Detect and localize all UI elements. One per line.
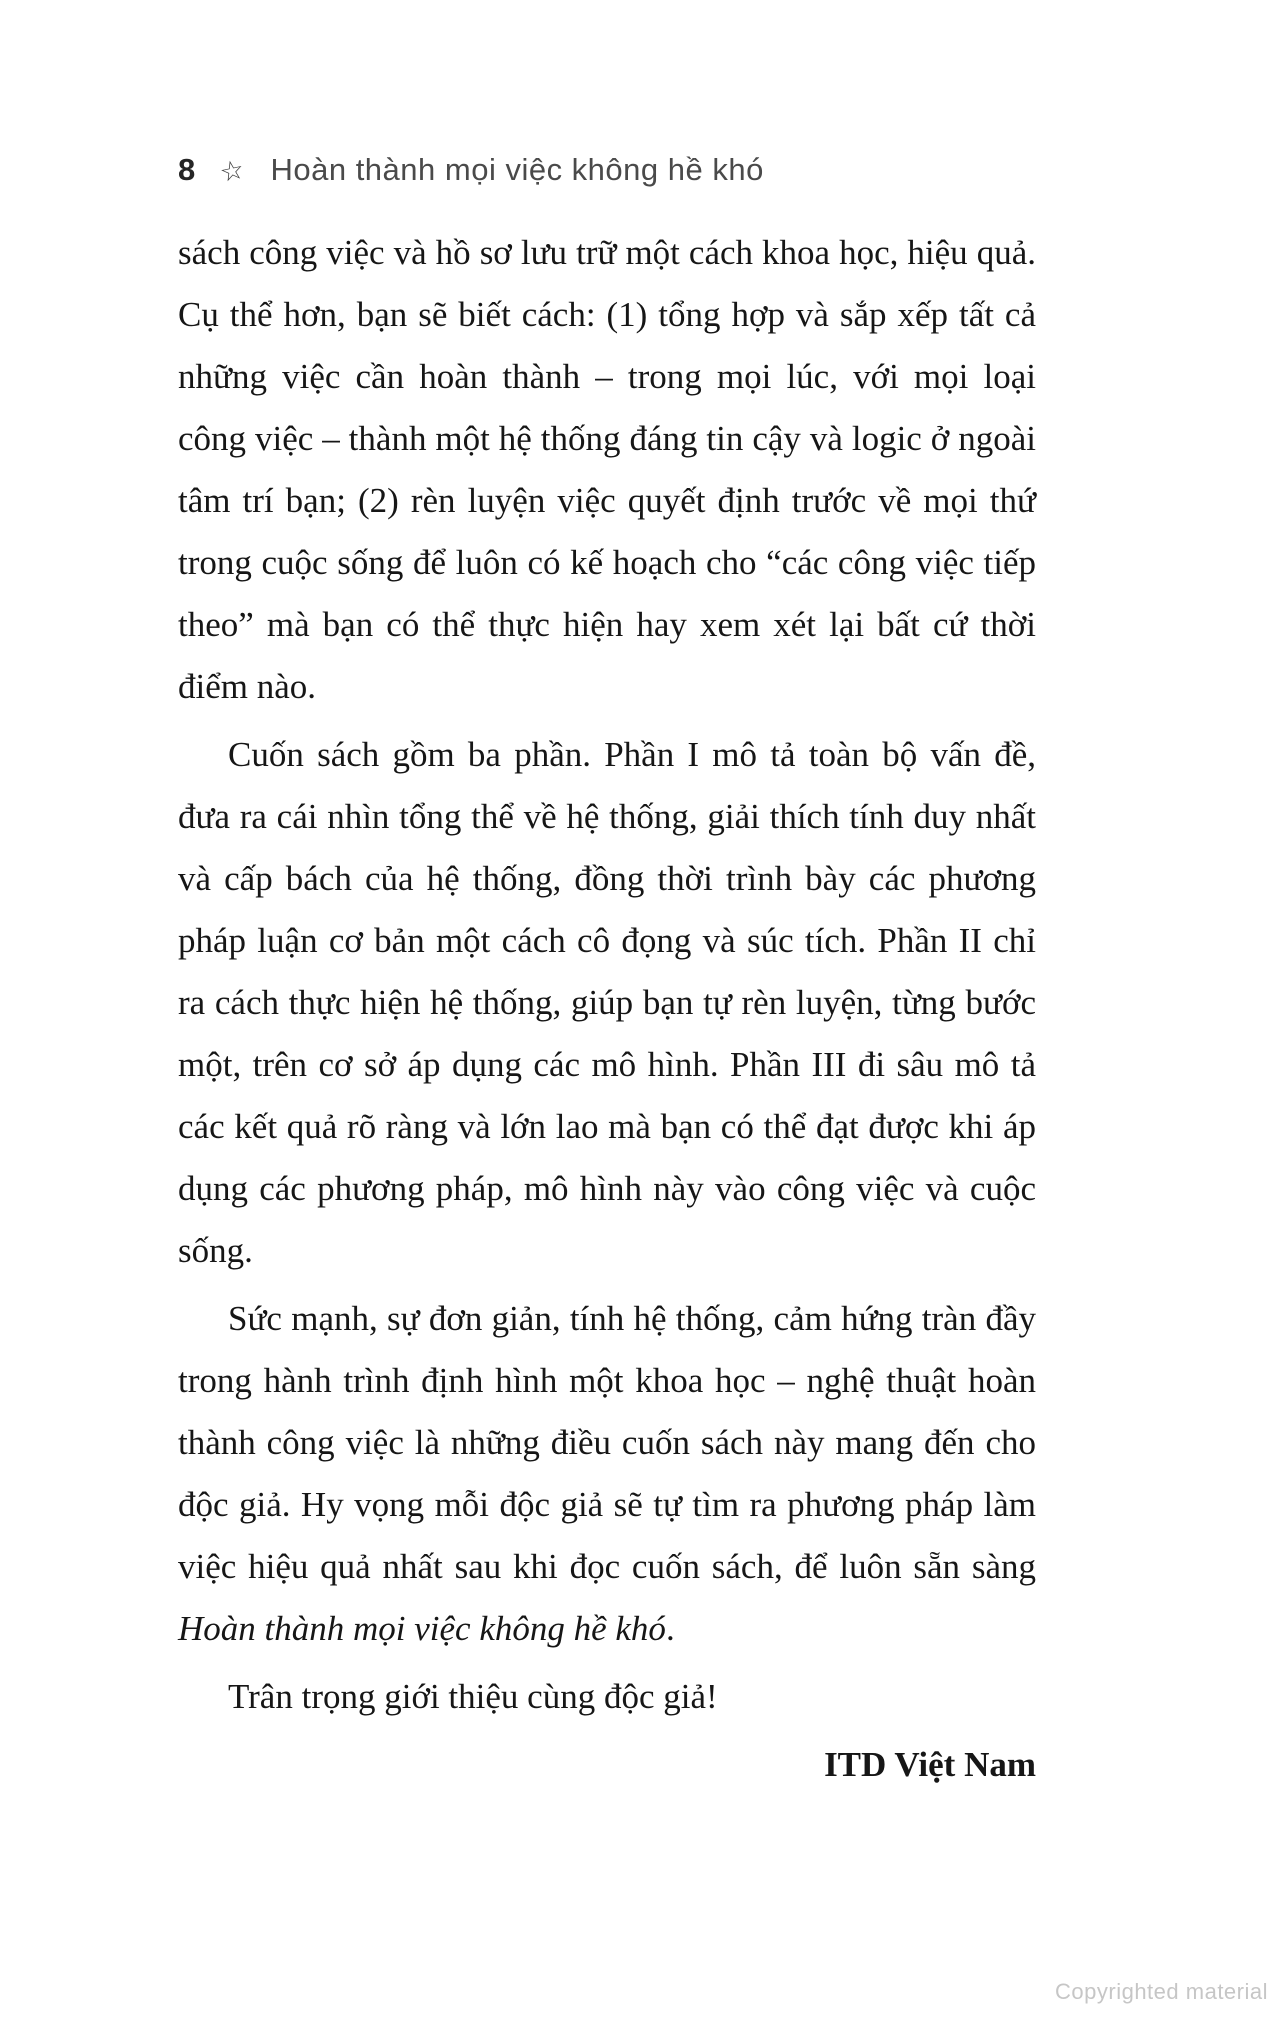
- paragraph-1-text: sách công việc và hồ sơ lưu trữ một cách khoa học, hiệu quả. Cụ thể hơn, bạn sẽ biết cách: (1) tổng hợp và sắp xếp tất cả những việc cần hoàn thành – trong mọi lúc, với mọi loại công việc – thành một hệ thống đáng tin cậy và logic ở ngoài tâm trí bạn; (2) rèn luyện việc quyết định trước về mọi thứ trong cuộc sống để luôn có kế hoạch cho “các công việc tiếp theo” mà bạn có thể thực hiện hay xem xét lại bất cứ thời điểm nào.: [178, 233, 1036, 706]
- paragraph-2-text: Cuốn sách gồm ba phần. Phần I mô tả toàn bộ vấn đề, đưa ra cái nhìn tổng thể về hệ thống, giải thích tính duy nhất và cấp bách của hệ thống, đồng thời trình bày các phương pháp luận cơ bản một cách cô đọng và súc tích. Phần II chỉ ra cách thực hiện hệ thống, giúp bạn tự rèn luyện, từng bước một, trên cơ sở áp dụng các mô hình. Phần III đi sâu mô tả các kết quả rõ ràng và lớn lao mà bạn có thể đạt được khi áp dụng các phương pháp, mô hình này vào công việc và cuộc sống.: [178, 735, 1036, 1270]
- paragraph-3-period: .: [665, 1609, 675, 1648]
- star-icon: ☆: [216, 153, 248, 189]
- signature: ITD Việt Nam: [824, 1745, 1036, 1784]
- paragraph-2: [178, 724, 1036, 1282]
- closing-line: Trân trọng giới thiệu cùng độc giả!: [228, 1677, 718, 1716]
- running-head: [178, 152, 764, 188]
- page-number: 8: [178, 152, 196, 187]
- paragraph-3: [178, 1288, 1036, 1660]
- paragraph-1: [178, 222, 1036, 718]
- paragraph-3-book-title-italic: Hoàn thành mọi việc không hề khó: [178, 1609, 666, 1648]
- paragraph-3-text: Sức mạnh, sự đơn giản, tính hệ thống, cảm hứng tràn đầy trong hành trình định hình một khoa học – nghệ thuật hoàn thành công việc là những điều cuốn sách này mang đến cho độc giả. Hy vọng mỗi độc giả sẽ tự tìm ra phương pháp làm việc hiệu quả nhất sau khi đọc cuốn sách, để luôn sẵn sàng: [178, 1299, 1036, 1586]
- copyright-watermark: Copyrighted material: [1055, 1979, 1268, 2004]
- body-text-block: [178, 222, 1036, 1802]
- running-title: Hoàn thành mọi việc không hề khó: [270, 152, 764, 187]
